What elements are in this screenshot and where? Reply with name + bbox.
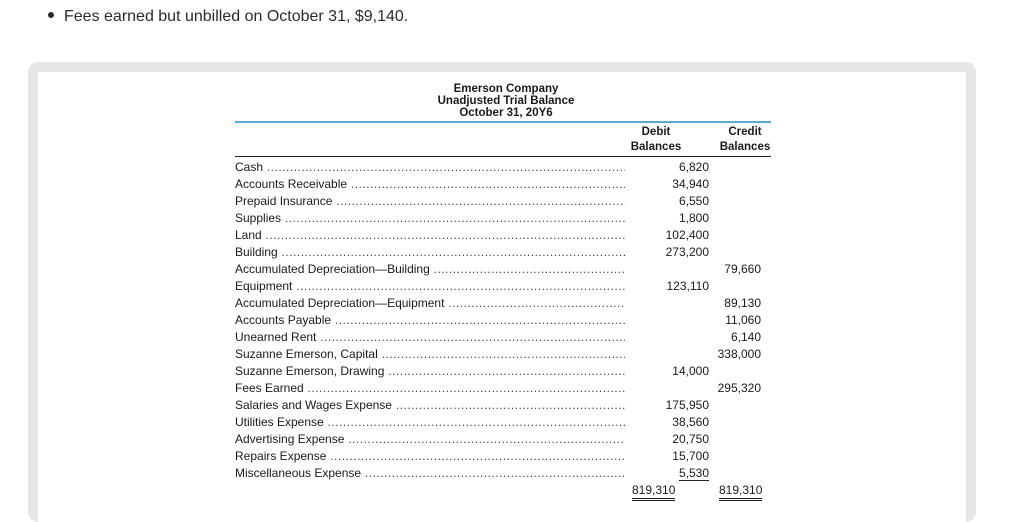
statement-date: October 31, 20Y6: [459, 107, 553, 119]
credit-amount: 295,320: [717, 381, 761, 395]
bullet-item: [48, 8, 408, 26]
debit-amount: 38,560: [672, 415, 709, 429]
account-name: Land .....: [235, 227, 625, 244]
debit-amount: 6,550: [678, 194, 709, 208]
debit-amount: 14,000: [672, 364, 709, 378]
column-header-rule: [235, 156, 771, 157]
account-name: Fees Earned .....: [235, 380, 625, 397]
account-name: Building .....: [235, 244, 625, 261]
account-name: Suzanne Emerson, Drawing .....: [235, 363, 625, 380]
trial-balance-heading: [406, 83, 606, 119]
debit-amount: 123,110: [666, 279, 709, 293]
debit-column-header: Debit Balances: [630, 126, 682, 153]
account-name: Accounts Receivable .....: [235, 176, 625, 193]
account-name: Equipment .....: [235, 278, 625, 295]
account-name: Accumulated Depreciation—Building .....: [235, 261, 625, 278]
debit-amount: 15,700: [672, 449, 709, 463]
account-name: Prepaid Insurance .....: [235, 193, 625, 210]
account-name: Accounts Payable .....: [235, 312, 625, 329]
debit-amount: 1,800: [678, 211, 709, 225]
debit-amount: 5,530: [678, 466, 709, 480]
account-name: Supplies .....: [235, 210, 625, 227]
debit-amount: 273,200: [665, 245, 709, 259]
account-name: Suzanne Emerson, Capital .....: [235, 346, 625, 363]
debit-amount: 20,750: [672, 432, 709, 446]
debit-total: 819,310: [632, 482, 675, 501]
account-name: Unearned Rent .....: [235, 329, 625, 346]
credit-amount: 338,000: [717, 347, 761, 361]
credit-amount: 11,060: [725, 313, 761, 327]
credit-amount: 6,140: [730, 330, 761, 344]
heading-rule: [235, 121, 771, 123]
account-name: Utilities Expense .....: [235, 414, 625, 431]
account-name: Advertising Expense .....: [235, 431, 625, 448]
company-name: Emerson Company: [453, 83, 559, 95]
credit-amount: 79,660: [724, 262, 761, 276]
account-name: Repairs Expense .....: [235, 448, 625, 465]
debit-amount: 175,950: [665, 398, 709, 412]
bullet-dot: [48, 12, 54, 18]
debit-amount: 34,940: [672, 177, 709, 191]
statement-title: Unadjusted Trial Balance: [437, 95, 575, 107]
credit-column-header: Credit Balances: [719, 126, 771, 153]
account-name: Cash .....: [235, 159, 625, 176]
credit-amount: 89,130: [724, 296, 761, 310]
debit-amount: 6,820: [678, 160, 709, 174]
debit-amount: 102,400: [665, 228, 709, 242]
credit-total: 819,310: [719, 482, 762, 501]
account-name: Salaries and Wages Expense .....: [235, 397, 625, 414]
account-name: Miscellaneous Expense .....: [235, 465, 625, 482]
account-name: Accumulated Depreciation—Equipment .....: [235, 295, 625, 312]
bullet-text: Fees earned but unbilled on October 31, $9,140.: [64, 8, 409, 25]
